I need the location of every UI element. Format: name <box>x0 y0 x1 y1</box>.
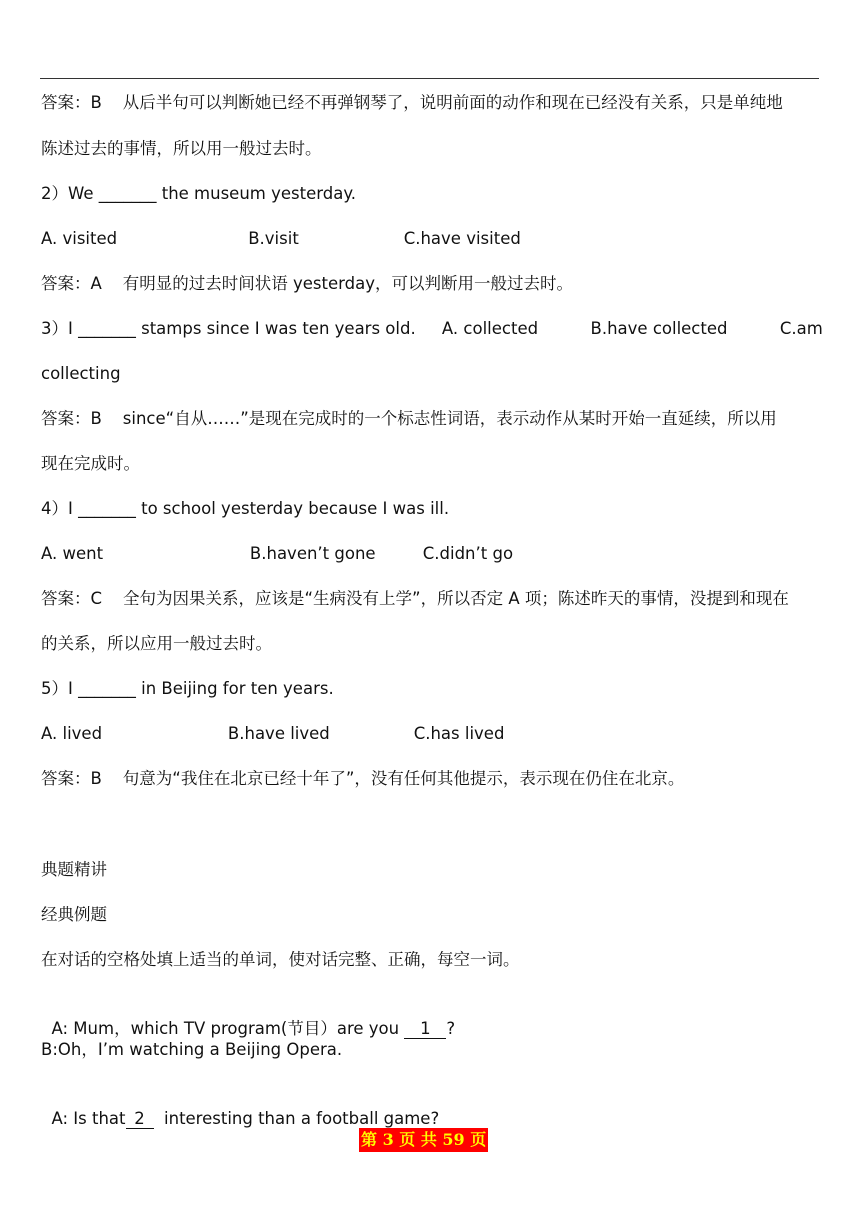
question-2: 2）We _______ the museum yesterday. <box>41 184 356 203</box>
section-heading: 典题精讲 <box>41 860 107 879</box>
answer-4-line-2: 的关系，所以应用一般过去时。 <box>41 634 272 653</box>
question-4: 4）I _______ to school yesterday because I was ill. <box>41 499 450 518</box>
dialogue-line-a2 <box>41 1083 821 1131</box>
dialogue-a1-end: ? <box>446 1019 456 1038</box>
dialogue-a1-text: A: Mum，which TV program(节目）are you <box>51 1019 405 1038</box>
answer-5: 答案：B 句意为“我住在北京已经十年了”，没有任何其他提示，表示现在仍住在北京。 <box>41 769 685 788</box>
question-4-options: A. went B.haven’t gone C.didn’t go <box>41 544 514 563</box>
answer-3-line-2: 现在完成时。 <box>41 454 140 473</box>
header-rule <box>40 78 819 79</box>
question-5: 5）I _______ in Beijing for ten years. <box>41 679 334 698</box>
dialogue-line-a1 <box>41 993 821 1041</box>
page-number-footer: 第 3 页 共 59 页 <box>359 1128 488 1152</box>
dialogue-line-b1: B:Oh，I’m watching a Beijing Opera. <box>41 1040 343 1059</box>
question-2-options: A. visited B.visit C.have visited <box>41 229 521 248</box>
answer-1-line-1: 答案：B 从后半句可以判断她已经不再弹钢琴了，说明前面的动作和现在已经没有关系，只是单纯地 <box>41 93 783 112</box>
question-5-options: A. lived B.have lived C.has lived <box>41 724 505 743</box>
subsection-heading: 经典例题 <box>41 905 107 924</box>
answer-2: 答案：A 有明显的过去时间状语 yesterday，可以判断用一般过去时。 <box>41 274 573 293</box>
instruction: 在对话的空格处填上适当的单词，使对话完整、正确，每空一词。 <box>41 950 520 969</box>
answer-1-line-2: 陈述过去的事情，所以用一般过去时。 <box>41 139 322 158</box>
dialogue-a2-end: interesting than a football game? <box>153 1109 440 1128</box>
answer-3-line-1: 答案：B since“自从……”是现在完成时的一个标志性词语，表示动作从某时开始一直延续，所以用 <box>41 409 777 428</box>
blank-1: 1 <box>404 1020 446 1039</box>
question-3-continued: collecting <box>41 364 121 383</box>
question-3: 3）I _______ stamps since I was ten years old. A. collected B.have collected C.am <box>41 319 823 338</box>
answer-4-line-1: 答案：C 全句为因果关系，应该是“生病没有上学”，所以否定 A 项；陈述昨天的事情，没提到和现在 <box>41 589 789 608</box>
blank-2: 2 <box>126 1110 154 1129</box>
dialogue-a2-text: A: Is that <box>51 1109 126 1128</box>
